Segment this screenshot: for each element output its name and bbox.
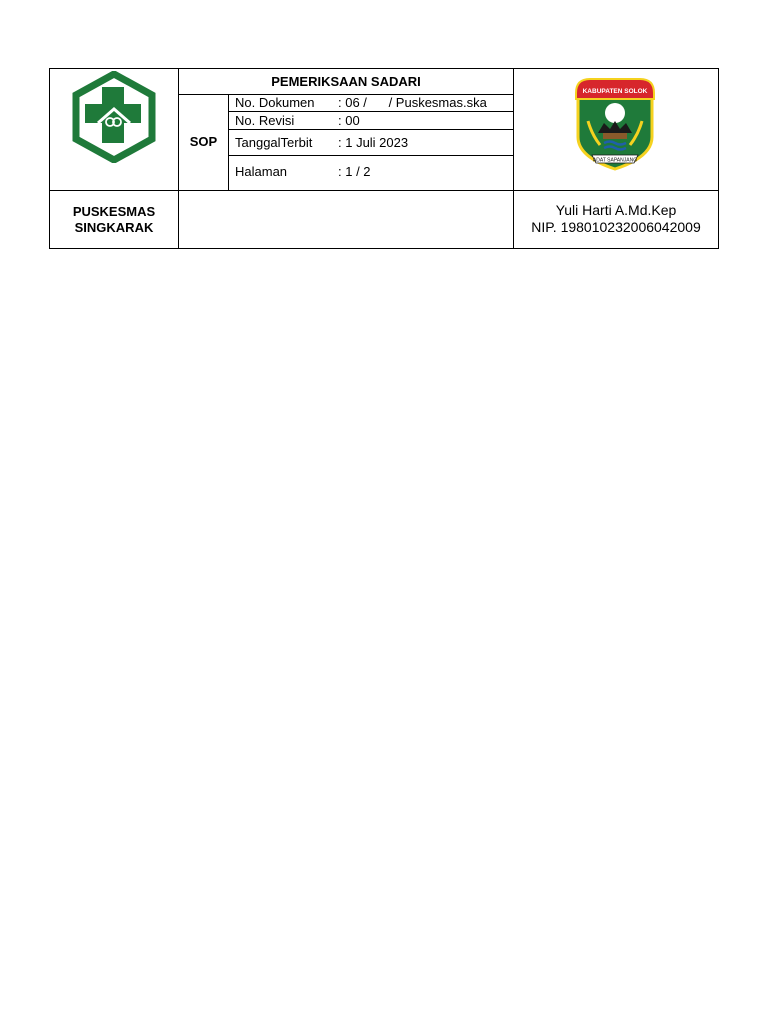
organization-name-line-2: SINGKARAK <box>74 220 154 235</box>
revision-key: No. Revisi <box>235 113 295 128</box>
page-key: Halaman <box>235 164 288 179</box>
divider-row-2 <box>228 129 514 130</box>
sop-header-table <box>49 68 719 249</box>
divider-col-1 <box>178 68 179 249</box>
border-top <box>49 68 719 69</box>
sop-label: SOP <box>189 134 218 149</box>
page-value: : 1 / 2 <box>338 164 371 179</box>
border-right <box>718 68 719 249</box>
issue-date-value: : 1 Juli 2023 <box>338 135 409 150</box>
puskesmas-logo <box>68 71 160 163</box>
cross-icon <box>85 87 141 143</box>
signer-nip: NIP. 198010232006042009 <box>531 219 701 235</box>
kabupaten-solok-emblem <box>570 73 660 173</box>
doc-number-key: No. Dokumen <box>235 95 315 110</box>
signer-name: Yuli Harti A.Md.Kep <box>555 202 677 218</box>
revision-value: : 00 <box>338 113 360 128</box>
doc-number-value: : 06 / / Puskesmas.ska <box>338 95 487 110</box>
divider-header-bottom <box>49 190 719 191</box>
document-title: PEMERIKSAAN SADARI <box>271 74 421 89</box>
divider-row-3 <box>228 155 514 156</box>
divider-row-1 <box>228 111 514 112</box>
issue-date-key: TanggalTerbit <box>235 135 313 150</box>
divider-sop <box>228 94 229 190</box>
organization-name-line-1: PUSKESMAS <box>72 204 156 219</box>
border-bottom <box>49 248 719 249</box>
svg-text:KABUPATEN SOLOK: KABUPATEN SOLOK <box>582 88 648 95</box>
svg-text:ADAT SAPANJANG: ADAT SAPANJANG <box>592 157 638 164</box>
